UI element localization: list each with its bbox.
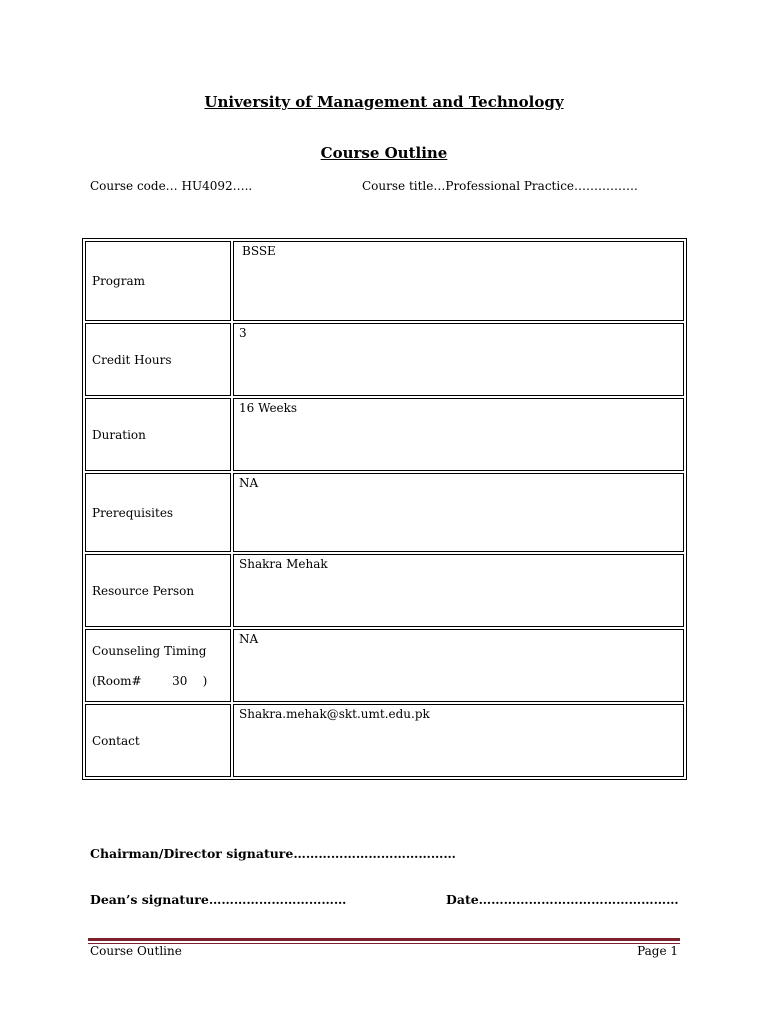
prerequisites-value: NA xyxy=(233,473,684,552)
page-number: Page 1 xyxy=(637,944,678,958)
table-row xyxy=(85,473,684,552)
contact-value: Shakra.mehak@skt.umt.edu.pk xyxy=(233,704,684,777)
program-label: Program xyxy=(85,241,231,321)
course-info-table xyxy=(82,238,687,780)
chairman-signature-line: Chairman/Director signature………………………………… xyxy=(90,846,456,861)
course-title: Course title…Professional Practice……………. xyxy=(362,179,638,193)
prerequisites-label: Prerequisites xyxy=(85,473,231,552)
duration-label: Duration xyxy=(85,398,231,471)
document-heading: Course Outline xyxy=(320,144,448,162)
contact-label: Contact xyxy=(85,704,231,777)
table-row xyxy=(85,241,684,321)
room-number: (Room# 30 ) xyxy=(92,673,208,688)
counseling-timing-cell xyxy=(85,629,231,702)
date-line: Date………………………………………… xyxy=(446,892,679,907)
program-value-text: BSSE xyxy=(242,244,276,258)
resource-person-value: Shakra Mehak xyxy=(233,554,684,627)
dean-signature-line: Dean’s signature…………………………… xyxy=(90,892,347,907)
table-row xyxy=(85,323,684,396)
duration-value: 16 Weeks xyxy=(233,398,684,471)
institution-title: University of Management and Technology xyxy=(204,93,564,111)
credit-hours-label: Credit Hours xyxy=(85,323,231,396)
table-row xyxy=(85,554,684,627)
credit-hours-value: 3 xyxy=(233,323,684,396)
program-value xyxy=(233,241,684,321)
footer-divider xyxy=(88,938,680,941)
resource-person-label: Resource Person xyxy=(85,554,231,627)
table-row xyxy=(85,398,684,471)
counseling-timing-value: NA xyxy=(233,629,684,702)
table-row xyxy=(85,704,684,777)
counseling-timing-label: Counseling Timing xyxy=(92,643,207,658)
course-code: Course code… HU4092….. xyxy=(90,179,253,193)
footer-document-name: Course Outline xyxy=(90,944,182,958)
table-row xyxy=(85,629,684,702)
